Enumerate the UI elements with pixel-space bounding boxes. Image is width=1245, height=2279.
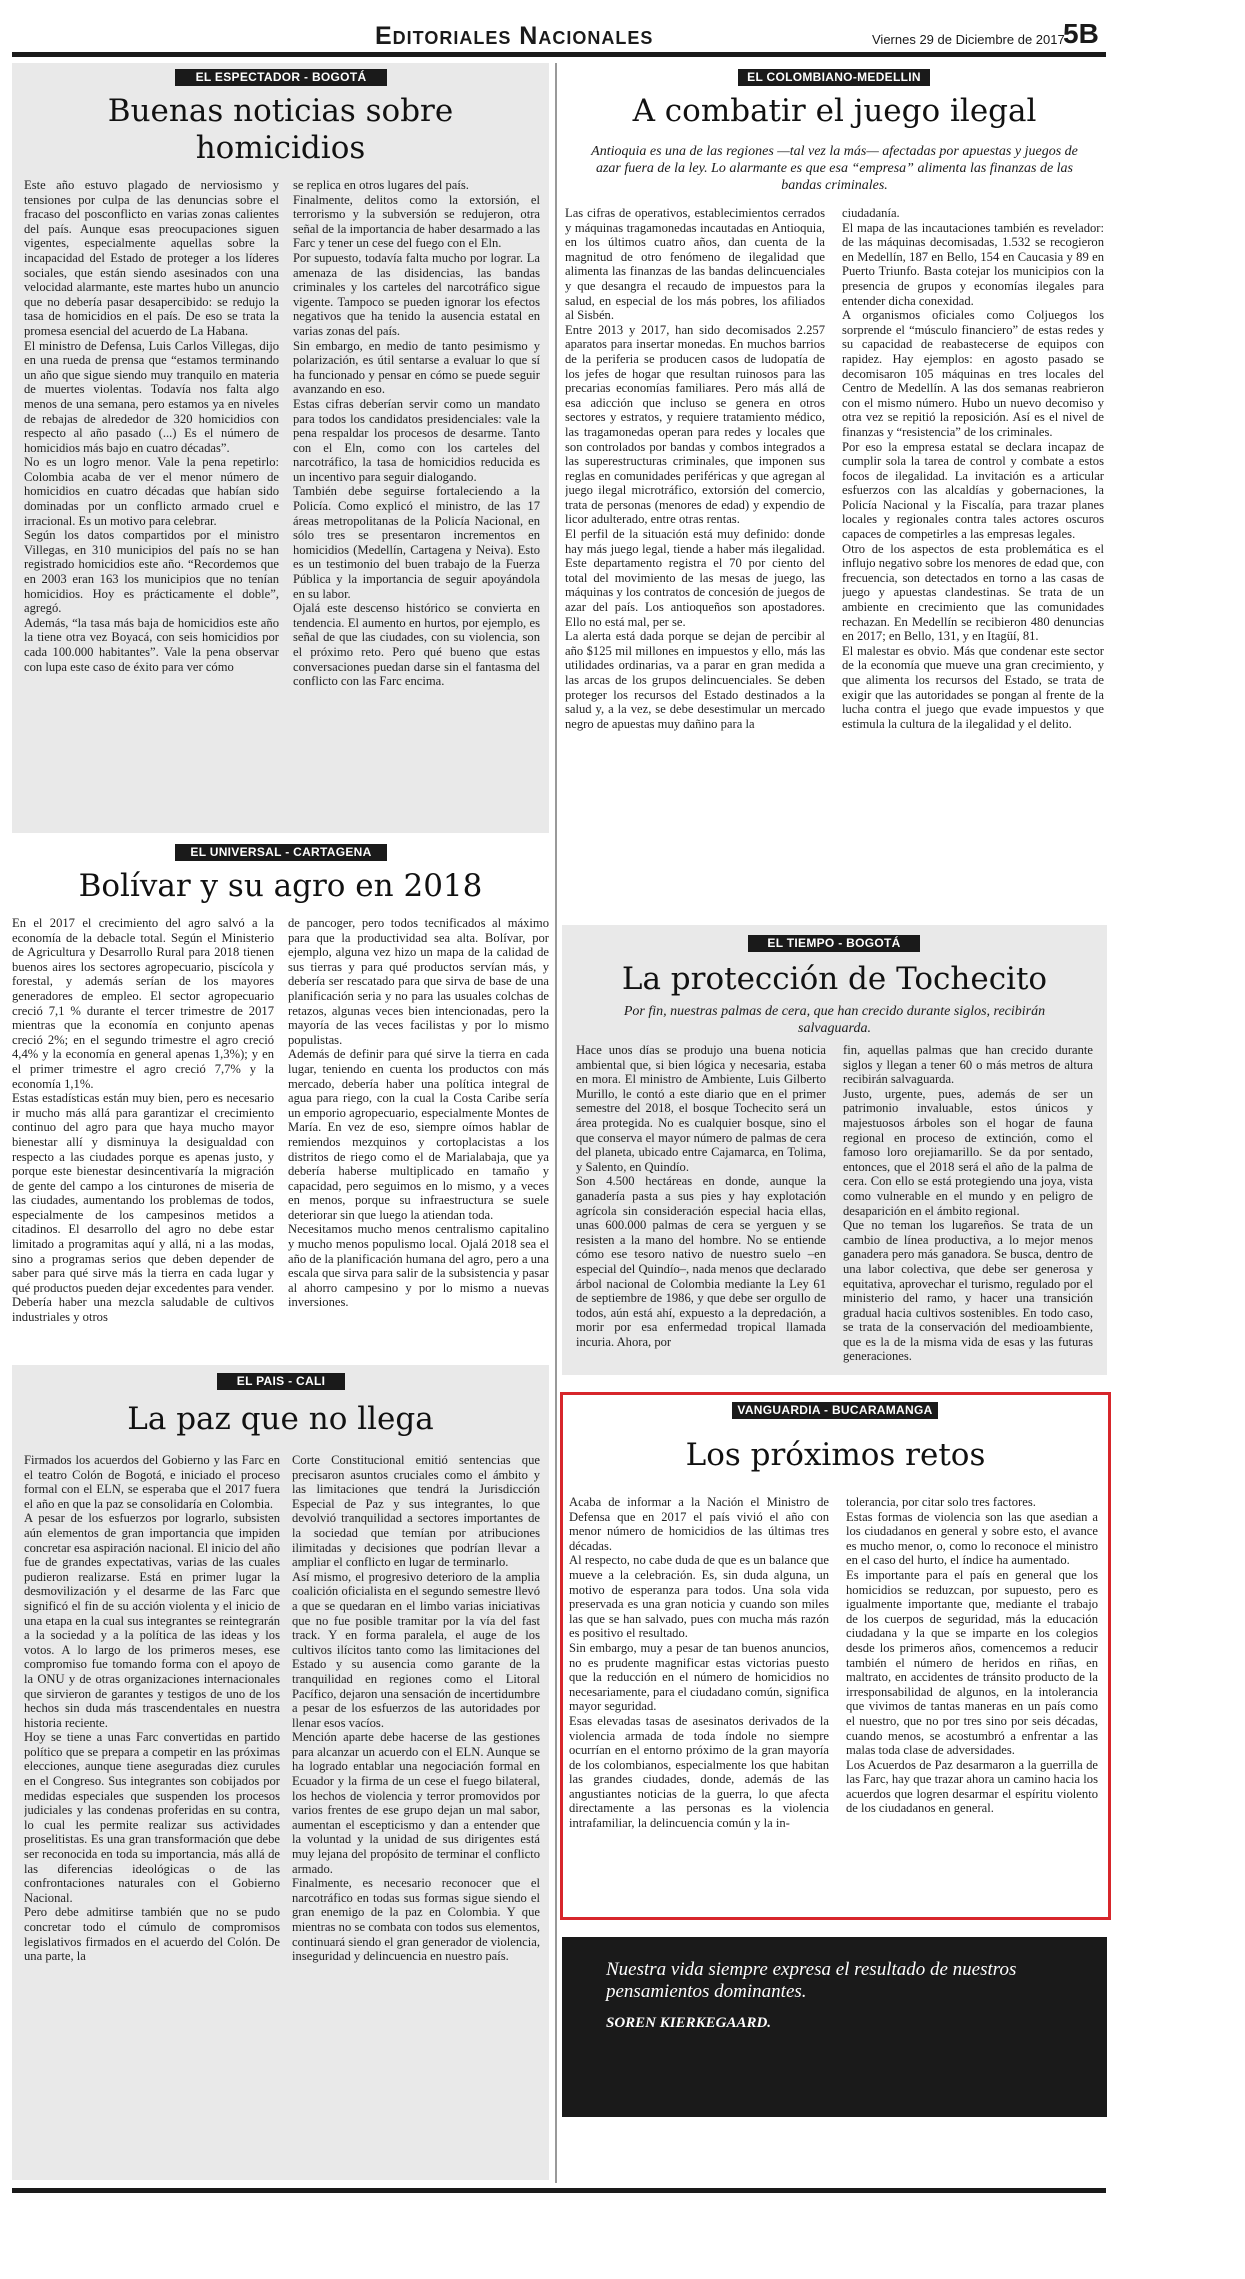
source-tag: EL COLOMBIANO-MEDELLIN: [738, 69, 930, 86]
article-headline: La paz que no llega: [127, 1401, 434, 1437]
article-column-1: Acaba de informar a la Nación el Ministro de Defensa que en 2017 el país vivió el año con menor número de homicidios de las últimas tres décadas. Al respecto, no cabe duda de que es un balance que mueve a la celebración. Es, sin duda alguna, un motivo de esperanza para todos. Una sola vida preservada es una gran noticia y cuando son miles las que se han salvado, pues con mucha más razón es positivo el resultado. Sin embargo, muy a pesar de tan buenos anuncios, no es prudente magnificar estas victorias puesto que la reducción en el número de homicidios no necesariamente, para el ciudadano común, significa mayor seguridad. Esas elevadas tasas de asesinatos derivados de la violencia armada de toda índole no siempre ocurrían en el entorno próximo de la gran mayoría de los colombianos, especialmente los que habitan las grandes ciudades, donde, además de las angustiantes noticias de la guerra, lo que afecta directamente a las personas es la violencia intrafamiliar, la delincuencia común y la in-: [569, 1495, 829, 1831]
article-column-1: Hace unos días se produjo una buena noticia ambiental que, si bien lógica y necesaria, estaba en mora. El ministro de Ambiente, Luis Gilberto Murillo, le contó a este diario que en el primer semestre del 2018, el bosque Tochecito será un área protegida. No es cualquier bosque, sino el que conserva el mayor número de palmas de cera del planeta, ubicado entre Cajamarca, en Tolima, y Salento, en Quindío. Son 4.500 hectáreas en donde, aunque la ganadería pasta a sus pies y hay explotación agrícola sin consideración especial hacia ellas, unas 600.000 palmas de cera se yerguen y se resisten a la mano del hombre. No se entiende cómo ese tesoro nativo de nuestro suelo –en especial del Quindío–, nada menos que declarado árbol nacional de Colombia mediante la Ley 61 de septiembre de 1986, y que debe ser orgullo de todos, aún está ahí, expuesto a la depredación, a morir por esa enfermedad tropical llamada incuria. Ahora, por: [576, 1043, 826, 1349]
article-column-2: tolerancia, por citar solo tres factores. Estas formas de violencia son las que asedian a los ciudadanos en general y sobre esto, el avance es mucho menor, o, como lo reconoce el ministro en el caso del hurto, el índice ha aumentado. Es importante para el país en general que los homicidios se reduzcan, por supuesto, pero es igualmente importante que, mediante el trabajo de los cuerpos de seguridad, más la educación ciudadana y la que se imparte en los colegios desde los primeros años, comencemos a reducir también el número de heridos en riñas, en maltrato, en accidentes de tránsito producto de la irresponsabilidad de algunos, en la intolerancia que vivimos de tantas maneras en un país como el nuestro, que no por tres sino por seis décadas, cuando menos, se acostumbró a enfrentar a las malas toda clase de adversidades. Los Acuerdos de Paz desarmaron a la guerrilla de las Farc, hay que trazar ahora un camino hacia los acuerdos que logren desarmar el espíritu violento de los ciudadanos en general.: [846, 1495, 1098, 1816]
source-tag: VANGUARDIA - BUCARAMANGA: [732, 1402, 938, 1419]
article-universal: [12, 842, 549, 1357]
article-headline: La protección de Tochecito: [621, 961, 1048, 997]
article-column-1: Firmados los acuerdos del Gobierno y las Farc en el teatro Colón de Bogotá, e iniciado el proceso formal con el ELN, se esperaba que el 2017 fuera el año en que la paz se consolidaría en Colombia. A pesar de los esfuerzos por lograrlo, subsisten aún elementos de gran importancia que impiden concretar esa aspiración nacional. El inicio del año fue de grandes expectativas, varias de las cuales pudieron realizarse. Está en primer lugar la desmovilización y el desarme de las Farc que significó el fin de su acción violenta y el inicio de una etapa en la cual sus integrantes se reintegrarán a la sociedad y a la política de las ideas y los votos. A lo largo de los primeros meses, ese compromiso fue tomando forma con el apoyo de la ONU y de otras organizaciones internacionales que sirvieron de garantes y testigos de uno de los hechos sin duda más trascendentales en nuestra historia reciente. Hoy se tiene a unas Farc convertidas en partido político que se prepara a competir en las próximas elecciones, aunque tiene aseguradas diez curules en el Congreso. Sus integrantes son cobijados por medidas especiales que suspenden los procesos judiciales y las condenas proferidas en su contra, lo cual les permite realizar sus actividades proselitistas. Es una gran transformación que debe ser reconocida en toda su importancia, más allá de las diferencias ideológicas o de las confrontaciones naturales con el Gobierno Nacional. Pero debe admitirse también que no se pudo concretar todo el cúmulo de compromisos legislativos firmados en el acuerdo del Colón. De una parte, la: [24, 1453, 280, 1964]
page-number: 5B: [1063, 18, 1099, 49]
issue-date: Viernes 29 de Diciembre de 2017: [872, 32, 1065, 47]
article-pais: [12, 1365, 549, 2180]
headline-line-1: Buenas noticias sobre: [107, 93, 454, 129]
article-headline: [12, 93, 549, 167]
article-column-2: Corte Constitucional emitió sentencias que precisaron asuntos cruciales como el ámbito y las limitaciones que tendrá la Jurisdicción Especial de Paz y sus integrantes, lo que devolvió tranquilidad a sectores importantes de la sociedad que temían por atribuciones ilimitadas y decisiones que podrían llevar a ampliar el conflicto en lugar de terminarlo. Así mismo, el progresivo deterioro de la amplia coalición oficialista en el segundo semestre llevó a que se quedaran en el limbo varias iniciativas que no fue posible tramitar por la vía del fast track. Y en forma paralela, el auge de los cultivos ilícitos tanto como las limitaciones del Estado y su ausencia como garante de la tranquilidad en regiones como el Litoral Pacífico, dejaron una sensación de incertidumbre a pesar de los esfuerzos de las autoridades por llenar esos vacíos. Mención aparte debe hacerse de las gestiones para alcanzar un acuerdo con el ELN. Aunque se ha logrado entablar una negociación formal en Ecuador y la firma de un cese el fuego bilateral, los hechos de violencia y terror promovidos por varios frentes de ese grupo dejan un mal sabor, aumentan el escepticismo y dan a entender que la voluntad y la unidad de sus dirigentes está muy lejana del propósito de terminar el conflicto armado. Finalmente, es necesario reconocer que el narcotráfico en todas sus formas sigue siendo el gran enemigo de la paz en Colombia. Y que mientras no se combata con todos sus elementos, continuará siendo el gran generador de violencia, inseguridad y delincuencia en nuestro país.: [292, 1453, 540, 1964]
source-tag: EL PAIS - CALI: [217, 1373, 345, 1390]
article-colombiano: [562, 63, 1107, 916]
article-column-1: Las cifras de operativos, establecimientos cerrados y máquinas tragamonedas incautadas en Antioquia, en los últimos cuatro años, dan cuenta de la magnitud de otro fenómeno de ilegalidad que alimenta las finanzas de las bandas delincuenciales y que desangra el recaudo de impuestos para la salud, en especial de los más pobres, los afiliados al Sisbén. Entre 2013 y 2017, han sido decomisados 2.257 aparatos para insertar monedas. En muchos barrios de la periferia se producen casos de ludopatía de los jefes de hogar que resultan ruinosos para las precarias economías familiares. Pero más allá de esa adicción que incluso se genera en otros sectores y estratos, y requiere tratamiento médico, las tragamonedas operan para redes y locales que son controlados por bandas y combos integrados a las superestructuras criminales, que imponen sus reglas en comunidades periféricas y que agregan al juego ilegal microtráfico, extorsión del comercio, trata de personas (menores de edad) y expendio de licor adulterado, entre otras rentas. El perfil de la situación está muy definido: donde hay más juego legal, tiende a haber más ilegalidad. Este departamento registra el 70 por ciento del total del movimiento de las mesas de juego, las máquinas y los contratos de concesión de juegos de azar del país. Los antioqueños son apostadores. Ello no está mal, per se. La alerta está dada porque se dejan de percibir al año $125 mil millones en impuestos y ello, más las utilidades ordinarias, va a parar en gran medida a las arcas de los grupos delincuenciales. Se deben proteger los recursos del Estado destinados a la salud y, a la vez, se debe desestimular un mercado negro de apuestas muy dañino para la: [565, 206, 825, 731]
article-vanguardia: [560, 1392, 1111, 1920]
quote-text: Nuestra vida siempre expresa el resultado de nuestros pensamientos dominantes.: [606, 1959, 1017, 2002]
article-espectador: [12, 63, 549, 833]
article-headline: A combatir el juego ilegal: [632, 93, 1037, 129]
article-column-1: En el 2017 el crecimiento del agro salvó a la economía de la debacle total. Según el Ministerio de Agricultura y Desarrollo Rural para 2018 tienen buenos aires los sectores agropecuario, piscícola y forestal, y además serían de los mayores generadores de empleo. El sector agropecuario creció 7,1 % durante el tercer trimestre de 2017 mientras que la economía en conjunto apenas creció 2%; en el segundo trimestre el agro creció 4,4% y la economía en general apenas 1,3%); y en el primer trimestre el agro creció 7,7% y la economía 1,1%. Estas estadísticas están muy bien, pero es necesario ir mucho más allá para garantizar el crecimiento continuo del agro para que haya mucho mayor bienestar allí y disminuya la desigualdad con respecto a las ciudades porque es apenas justo, y porque este bienestar desincentivaría la migración de gente del campo a los cinturones de miseria de las ciudades, aumentando los problemas de todos, especialmente de los campesinos metidos a citadinos. El desarrollo del agro no debe estar limitado a programitas aquí y allá, ni a las modas, sino a programas serios que deben depender de saber para qué sirve más la tierra en cada lugar y qué productos pueden dejar excedentes para vender. Debería haber una mezcla saludable de cultivos industriales y otros: [12, 916, 274, 1325]
article-tiempo: [562, 925, 1107, 1375]
article-dek: Por fin, nuestras palmas de cera, que han crecido durante siglos, recibirán salvaguarda.: [623, 1004, 1046, 1036]
article-column-2: fin, aquellas palmas que han crecido durante siglos y llegan a tener 60 o más metros de altura recibirán salvaguarda. Justo, urgente, pues, además de ser un patrimonio invaluable, estos únicos y majestuosos árboles son el hogar de fauna regional en proceso de extinción, como el famoso loro orejiamarillo. Se da por sentado, entonces, que el 2018 será el año de la palma de cera. Con ello se está protegiendo una joya, vista como vulnerable en el mundo y en peligro de desaparición en el ámbito regional. Que no teman los lugareños. Se trata de un cambio de línea productiva, a lo mejor menos ganadera pero más ganadora. Se busca, dentro de una labor colectiva, que debe ser generosa y equitativa, aprovechar el turismo, regulado por el ministerio del ramo, y hacer una transición gradual hacia cultivos sostenibles. En todo caso, se trata de la conservación del medioambiente, que es la de la misma vida de esas y las futuras generaciones.: [843, 1043, 1093, 1364]
article-headline: Bolívar y su agro en 2018: [78, 868, 483, 904]
footer-rule: [12, 2188, 1106, 2193]
article-column-2: de pancoger, pero todos tecnificados al máximo para que la productividad sea alta. Bolívar, por ejemplo, alguna vez hizo un mapa de la calidad de sus tierras y para qué productos servían más, y debería ser rescatado para que sirva de base de una planificación seria y no para las usuales colchas de retazos, algunas veces bien intencionadas, pero la mayoría de las veces facilistas y por lo mismo populistas. Además de definir para qué sirve la tierra en cada lugar, teniendo en cuenta los productos con más mercado, debería haber una política integral de agua para riego, con la cual la Costa Caribe sería un emporio agropecuario, especialmente Montes de María. En vez de eso, siempre oímos hablar de remiendos mezquinos y cortoplacistas a los distritos de riego como el de Marialabaja, que ya debería haberse multiplicado en tamaño y capacidad, pero seguimos en lo mismo, y a veces en menos, porque su infraestructura se suele deteriorar sin que luego la atiendan toda. Necesitamos mucho menos centralismo capitalino y mucho menos populismo local. Ojalá 2018 sea el año de la planificación humana del agro, pero a una escala que sirva para salir de la subsistencia y pasar al ahorro campesino y por lo mismo a nuevas inversiones.: [288, 916, 549, 1310]
article-column-2: se replica en otros lugares del país. Finalmente, delitos como la extorsión, el terrorismo y la subversión se redujeron, otra señal de la importancia de haber desarmado a las Farc y tener un cese del fuego con el Eln. Por supuesto, todavía falta mucho por lograr. La amenaza de las disidencias, las bandas criminales y los carteles del narcotráfico sigue vigente. Tampoco se pueden ignorar los efectos negativos que ha tenido la ausencia estatal en varias zonas del país. Sin embargo, en medio de tanto pesimismo y polarización, es útil sentarse a evaluar lo que sí ha funcionado y pensar en cómo se puede seguir avanzando en eso. Estas cifras deberían servir como un mandato para todos los candidatos presidenciales: vale la pena respaldar los procesos de desarme. Tanto con el Eln, como con los carteles del narcotráfico, la tasa de homicidios reducida es un incentivo para seguir dialogando. También debe seguirse fortaleciendo a la Policía. Como explicó el ministro, de las 17 áreas metropolitanas de la Policía Nacional, en sólo tres se presentaron incrementos en homicidios (Medellín, Cartagena y Neiva). Esto es un testimonio del buen trabajo de la Fuerza Pública y la importancia de seguir apoyándola en su labor. Ojalá este descenso histórico se convierta en tendencia. El aumento en hurtos, por ejemplo, es señal de que las ciudades, con su violencia, son el próximo reto. Pero qué bueno que estas conversaciones puedan darse sin el fantasma del conflicto con las Farc encima.: [293, 178, 540, 689]
headline-line-2: homicidios: [195, 130, 366, 166]
article-column-1: Este año estuvo plagado de nerviosismo y tensiones por culpa de las denuncias sobre el fracaso del posconflicto en varias zonas calientes del país. Aunque esas preocupaciones siguen vigentes, especialmente aquellas sobre la incapacidad del Estado de proteger a los líderes sociales, que están siendo asesinados con una velocidad alarmante, este martes hubo un anuncio que no debería pasar desapercibido: se redujo la tasa de homicidios en el país. De eso se trata la promesa esencial del acuerdo de La Habana. El ministro de Defensa, Luis Carlos Villegas, dijo en una rueda de prensa que “estamos terminando un año que sigue siendo muy tranquilo en materia de muertes violentas. Todavía nos falta algo menos de una semana, pero estamos ya en niveles de rebajas de alrededor de 320 homicidios con respecto al año pasado (...) Es el número de homicidios más bajo en cuatro décadas”. No es un logro menor. Vale la pena repetirlo: Colombia acaba de ver el menor número de homicidios en cuatro décadas que habían sido dominadas por un conflicto armado cruel e irracional. Es un motivo para celebrar. Según los datos compartidos por el ministro Villegas, en 310 municipios del país no se han registrado homicidios este año. “Recordemos que en 2003 eran 163 los municipios que no tenían homicidios. Hoy es prácticamente el doble”, agregó. Además, “la tasa más baja de homicidios este año la tiene otra vez Boyacá, con seis homicidios por cada 100.000 habitantes”. Vale la pena observar con lupa este caso de éxito para ver cómo: [24, 178, 279, 674]
source-tag: EL TIEMPO - BOGOTÁ: [748, 935, 920, 952]
source-tag: EL UNIVERSAL - CARTAGENA: [175, 844, 387, 861]
header-rule: [12, 52, 1106, 57]
quote-author: SOREN KIERKEGAARD.: [606, 2015, 772, 2031]
article-column-2: ciudadanía. El mapa de las incautaciones también es revelador: de las máquinas decomisadas, 1.532 se recogieron en Medellín, 187 en Bello, 154 en Caucasia y 89 en Puerto Triunfo. Basta cotejar los municipios con la presencia de grupos y economías ilegales para entender dicha conexidad. A organismos oficiales como Coljuegos los sorprende el “músculo financiero” de estas redes y su capacidad de reabastecerse de equipos con rapidez. Hay ejemplos: en agosto pasado se decomisaron 105 máquinas en tres locales del Centro de Medellín. A las dos semanas reabrieron con el mismo número. Hubo un nuevo decomiso y otra vez se repitió la reposición. Así es el nivel de finanzas y “resistencia” de los criminales. Por eso la empresa estatal se declara incapaz de cumplir sola la tarea de control y combate a estos focos de ilegalidad. La invitación es a articular esfuerzos con las alcaldías y gobernaciones, la Policía Nacional y la Fiscalía, para trazar planes locales y regionales contra tales actores oscuros capaces de competirles a las empresas legales. Otro de los aspectos de esta problemática es el influjo negativo sobre los menores de edad que, con frecuencia, son detectados en torno a las casas de juego y apuestas clandestinas. Se trata de un ambiente en crecimiento que las comunidades rechazan. En Medellín se recibieron 480 denuncias en 2017; en Bello, 131, y en Itagüí, 81. El malestar es obvio. Más que condenar este sector de la economía que mueve una gran crecimiento, y que alimenta los recursos del Estado, se trata de exigir que las autoridades se pongan al frente de la lucha contra el juego que evade impuestos y que estimula la cultura de la ilegalidad y el delito.: [842, 206, 1104, 731]
quote-box: [562, 1937, 1107, 2117]
source-tag: EL ESPECTADOR - BOGOTÁ: [175, 69, 387, 86]
quote-content: [606, 1959, 1076, 2032]
section-title: Editoriales Nacionales: [375, 22, 654, 50]
article-dek: Antioquia es una de las regiones —tal vez la más— afectadas por apuestas y juegos de azar fuera de la ley. Lo alarmante es que esa “empresa” alimenta las finanzas de las bandas criminales.: [591, 144, 1078, 193]
column-divider: [555, 63, 557, 2183]
article-headline: Los próximos retos: [685, 1437, 986, 1473]
